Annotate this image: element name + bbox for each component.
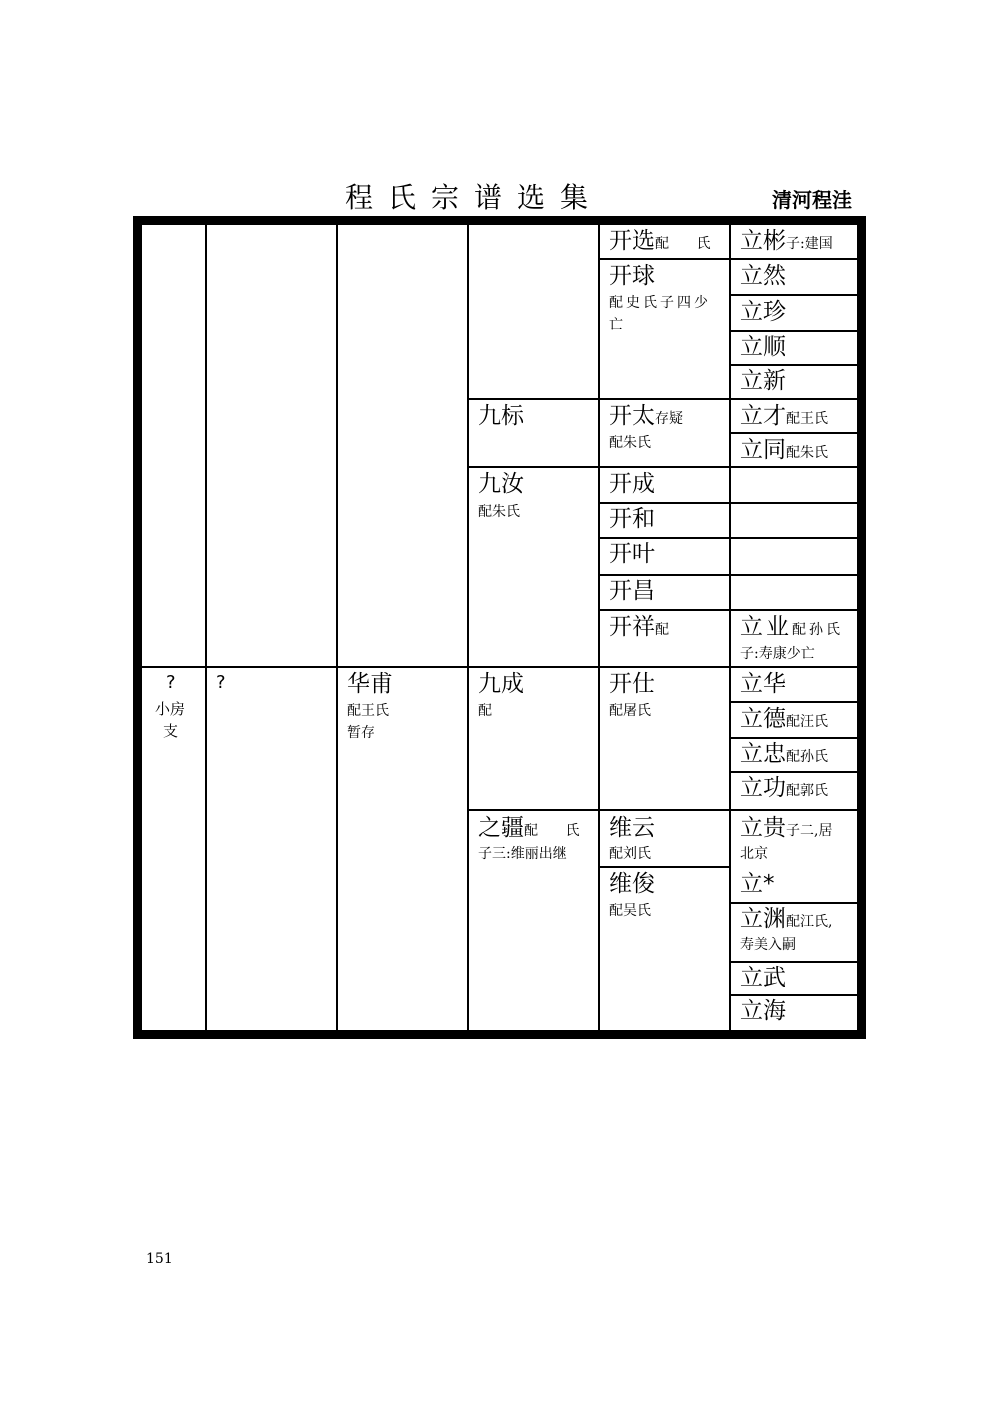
entry-jiubiao: 九标: [478, 403, 524, 429]
row-divider: [598, 258, 857, 260]
entry-ligui: 立贵子二,居: [740, 815, 833, 841]
entry-licai: 立才配王氏: [740, 403, 828, 429]
column-mark: ?: [216, 672, 226, 693]
row-divider: [729, 771, 857, 773]
row-divider: [729, 330, 857, 332]
row-divider: [729, 294, 857, 296]
row-divider: [467, 809, 857, 811]
row-divider: [598, 609, 857, 611]
entry-kaiqiu: 开球: [609, 263, 655, 289]
column-divider: [205, 225, 207, 1030]
entry-jiuru: 九汝: [478, 471, 524, 497]
entry-kaixiang: 开祥配: [609, 614, 669, 640]
row-divider: [729, 994, 857, 996]
entry-kaiye: 开叶: [609, 541, 655, 567]
entry-ligong: 立功配郭氏: [740, 775, 828, 801]
entry-zhijiang: 之疆配 氏: [478, 815, 583, 841]
entry-liyuan-note: 寿美入嗣: [740, 937, 796, 953]
entry-weijun: 维俊: [609, 871, 655, 897]
entry-liran: 立然: [740, 263, 786, 289]
entry-huafu: 华甫: [347, 671, 393, 697]
entry-litong: 立同配朱氏: [740, 437, 828, 463]
row-divider: [467, 398, 857, 400]
entry-kaixuan: 开选配 氏: [609, 228, 714, 254]
row-divider: [729, 364, 857, 366]
row-divider: [142, 666, 857, 668]
row-divider: [598, 866, 729, 868]
column-divider: [729, 225, 731, 1030]
entry-jiucheng: 九成: [478, 671, 524, 697]
entry-huafu-note: 配王氏: [347, 703, 389, 719]
row-divider: [729, 961, 857, 963]
column-divider: [336, 225, 338, 1030]
entry-listar: 立*: [740, 871, 775, 897]
entry-kaichang: 开昌: [609, 578, 655, 604]
entry-ligui-note: 北京: [740, 846, 768, 862]
entry-lihua: 立华: [740, 671, 786, 697]
entry-weiyun-note: 配刘氏: [609, 846, 651, 862]
entry-kaiqiu-note: 配史氏子四少: [609, 295, 711, 311]
branch-label: 支: [163, 722, 179, 740]
entry-liye-note: 子:寿康少亡: [740, 646, 815, 662]
entry-lihai: 立海: [740, 998, 786, 1024]
entry-kaishi: 开仕: [609, 671, 655, 697]
entry-lide: 立德配汪氏: [740, 706, 828, 732]
row-divider: [729, 701, 857, 703]
entry-kaicheng: 开成: [609, 471, 655, 497]
row-divider: [729, 737, 857, 739]
entry-weijun-note: 配吴氏: [609, 903, 651, 919]
entry-lizhong: 立忠配孙氏: [740, 741, 828, 767]
row-divider: [598, 537, 857, 539]
entry-huafu-note: 暂存: [347, 725, 375, 741]
entry-weiyun: 维云: [609, 815, 655, 841]
entry-lishun: 立顺: [740, 334, 786, 360]
entry-kaihe: 开和: [609, 506, 655, 532]
entry-liwu: 立武: [740, 965, 786, 991]
page-number: 151: [146, 1251, 173, 1267]
page-subtitle: 清河程洼: [772, 188, 852, 212]
row-divider: [598, 502, 857, 504]
column-divider: [598, 225, 600, 1030]
branch-mark: ?: [166, 672, 176, 693]
page-title: 程氏宗谱选集: [345, 181, 604, 214]
branch-label: 小房: [155, 700, 186, 718]
genealogy-table: [133, 216, 866, 1039]
entry-kaitai-note: 配朱氏: [609, 435, 651, 451]
row-divider: [467, 466, 857, 468]
row-divider: [729, 432, 857, 434]
entry-kaiqiu-note: 亡: [609, 317, 623, 333]
entry-lixin: 立新: [740, 368, 786, 394]
row-divider: [729, 902, 857, 904]
entry-lizhen: 立珍: [740, 299, 786, 325]
entry-jiucheng-note: 配: [478, 703, 492, 719]
entry-kaitai: 开太存疑: [609, 403, 683, 429]
entry-zhijiang-note: 子三:维丽出继: [478, 846, 567, 862]
entry-liye: 立业配孙氏: [740, 614, 843, 640]
entry-jiuru-note: 配朱氏: [478, 504, 520, 520]
entry-kaishi-note: 配屠氏: [609, 703, 651, 719]
entry-libin: 立彬子:建国: [740, 228, 833, 254]
column-divider: [467, 225, 469, 1030]
row-divider: [598, 574, 857, 576]
entry-liyuan: 立渊配江氏,: [740, 906, 833, 932]
